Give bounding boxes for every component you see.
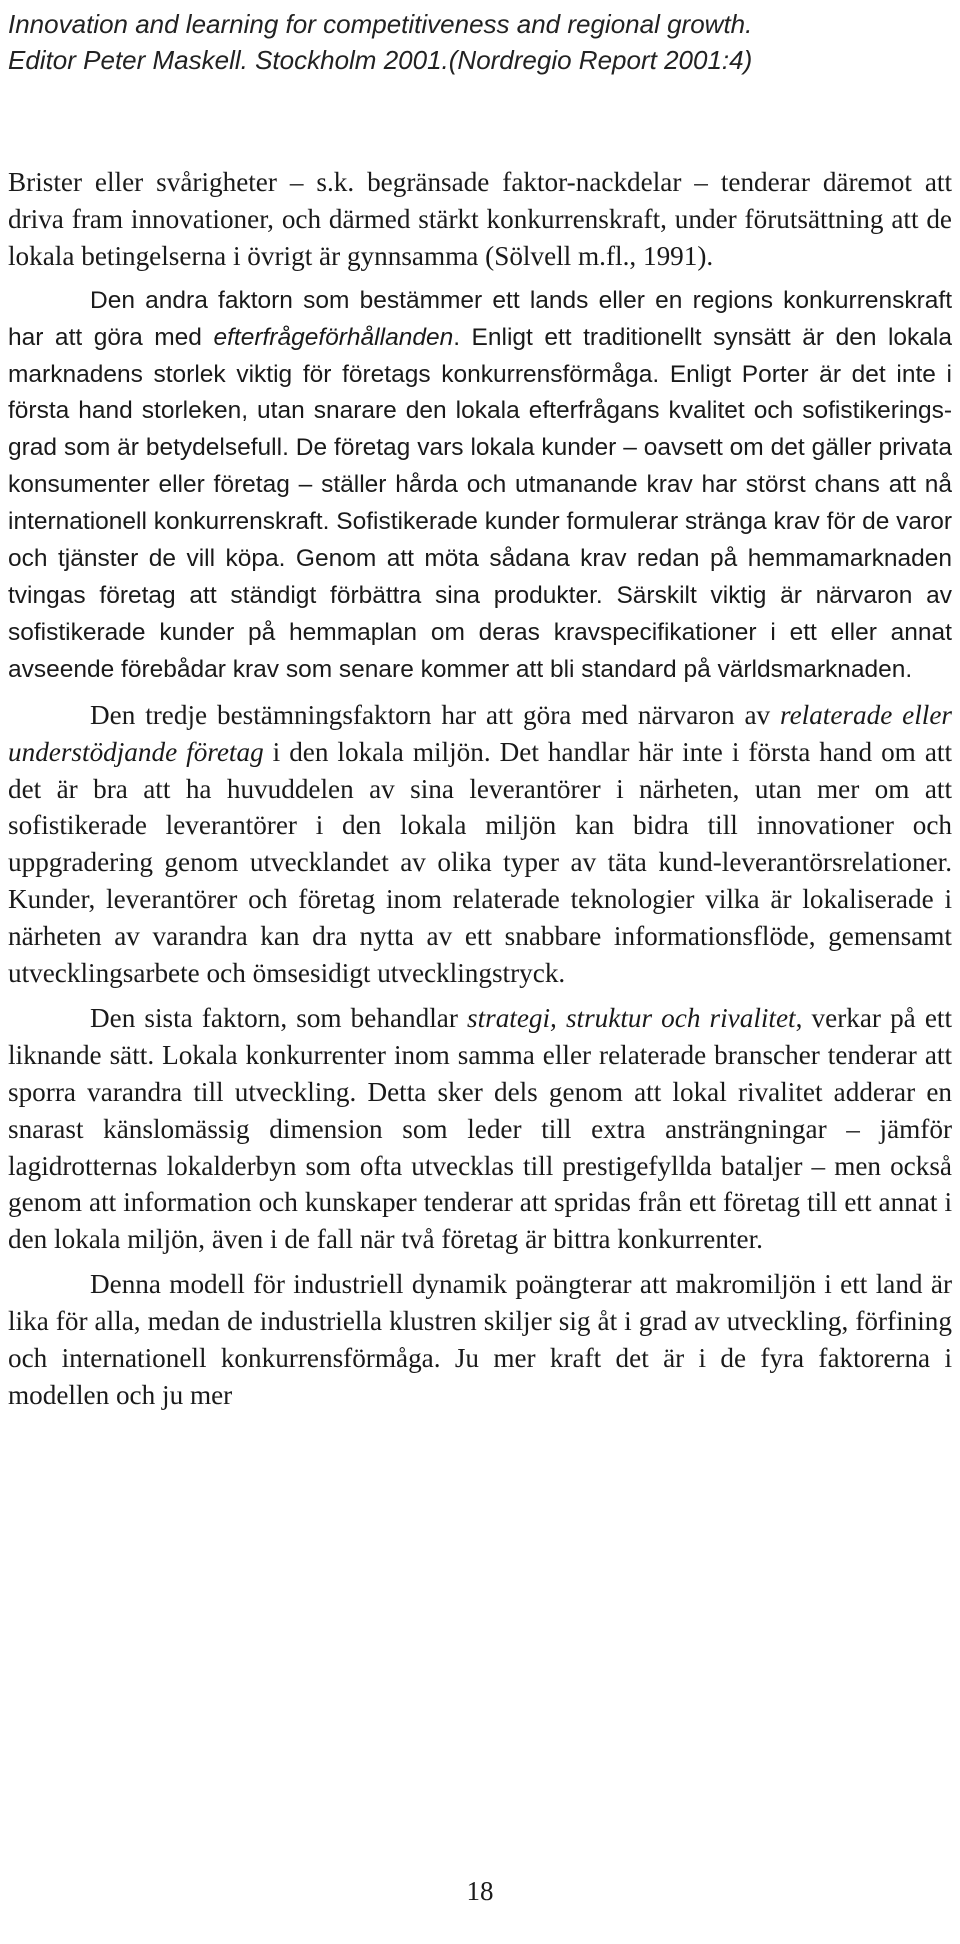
header-line-2: Editor Peter Maskell. Stockholm 2001.(Nordregio Report 2001:4) — [8, 45, 753, 75]
page-number: 18 — [466, 1876, 494, 1906]
paragraph-3-text-b: i den lokala miljön. Det handlar här inte i första hand om att det är bra att ha huvuddelen av sina leverantörer i närheten, utan mer om att sofistikerade leverantörer i den lokala miljön kan bidra till innovationer och uppgradering genom utvecklandet av olika typer av täta kund-leverantörsrelationer. Kunder, leverantörer och företag inom relaterade teknologier vilka är lokaliserade i närheten av varandra kan dra nytta av ett snabbare informationsflöde, gemensamt utvecklingsarbete och ömsesidigt utvecklingstryck. — [8, 736, 952, 989]
body-text — [8, 164, 952, 1414]
paragraph-3-emphasis: relaterade eller understödjande företag — [8, 699, 952, 767]
paragraph-2 — [8, 283, 952, 689]
paragraph-4-emphasis: strategi, struktur och rivalitet — [466, 1002, 796, 1033]
header-line-1: Innovation and learning for competitiveness and regional growth. — [8, 9, 753, 39]
paragraph-2-emphasis: efterfrågeförhållanden — [213, 323, 454, 351]
paragraph-1: Brister eller svårigheter – s.k. begränsade faktor-nackdelar – tenderar däremot att driva fram innovationer, och därmed stärkt konkurrenskraft, under förutsättning att de lokala betingelserna i övrigt är gynnsamma (Sölvell m.fl., 1991). — [8, 167, 952, 271]
paragraph-3-text-a: Den tredje bestämningsfaktorn har att göra med närvaron av — [90, 699, 781, 730]
paragraph-4-text-b: , verkar på ett liknande sätt. Lokala konkurrenter inom samma eller relaterade branscher tenderar att sporra varandra till utveckling. Detta sker dels genom att lokal rivalitet adderar en snarast känslomässig dimension som leder till extra ansträngningar – jämför lagidrotternas lokalderbyn som ofta utvecklas till prestigefyllda bataljer – men också genom att information och kunskaper tenderar att spridas från ett företag till ett annat i den lokala miljön, även i de fall när två företag är bittra konkurrenter. — [8, 1002, 953, 1255]
paragraph-4 — [8, 1000, 952, 1258]
paragraph-5: Denna modell för industriell dynamik poängterar att makromiljön i ett land är lika för alla, medan de industriella klustren skiljer sig åt i grad av utveckling, förfining och internationell konkurrensförmåga. Ju mer kraft det är i de fyra faktorerna i modellen och ju mer — [8, 1269, 952, 1410]
paragraph-2-text-a: Den andra faktorn som bestämmer ett lands eller en regions konkurrenskraft har att göra med — [8, 286, 952, 351]
paragraph-3 — [8, 697, 952, 992]
running-header — [8, 6, 948, 78]
paragraph-2-text-b: . Enligt ett traditionellt synsätt är den lokala marknadens storlek viktig för företags konkurrensförmåga. Enligt Porter är det inte i första hand storleken, utan snarare den lokala efterfrågans kvalitet och sofistikeringsgrad som är betydelsefull. De företag vars lokala kunder – oavsett om det gäller privata konsumenter eller företag – ställer hårda och utmanande krav har störst chans att nå internationell konkurrenskraft. Sofistikerade kunder formulerar stränga krav för de varor och tjänster de vill köpa. Genom att möta sådana krav redan på hemmamarknaden tvingas företag att ständigt förbättra sina produkter. Särskilt viktig är närvaron av sofistikerade kunder på hemmaplan om deras kravspecifikationer i ett eller annat avseende förebådar krav som senare kommer att bli standard på världsmarknaden. — [8, 323, 952, 683]
paragraph-4-text-a: Den sista faktorn, som behandlar — [90, 1002, 467, 1033]
